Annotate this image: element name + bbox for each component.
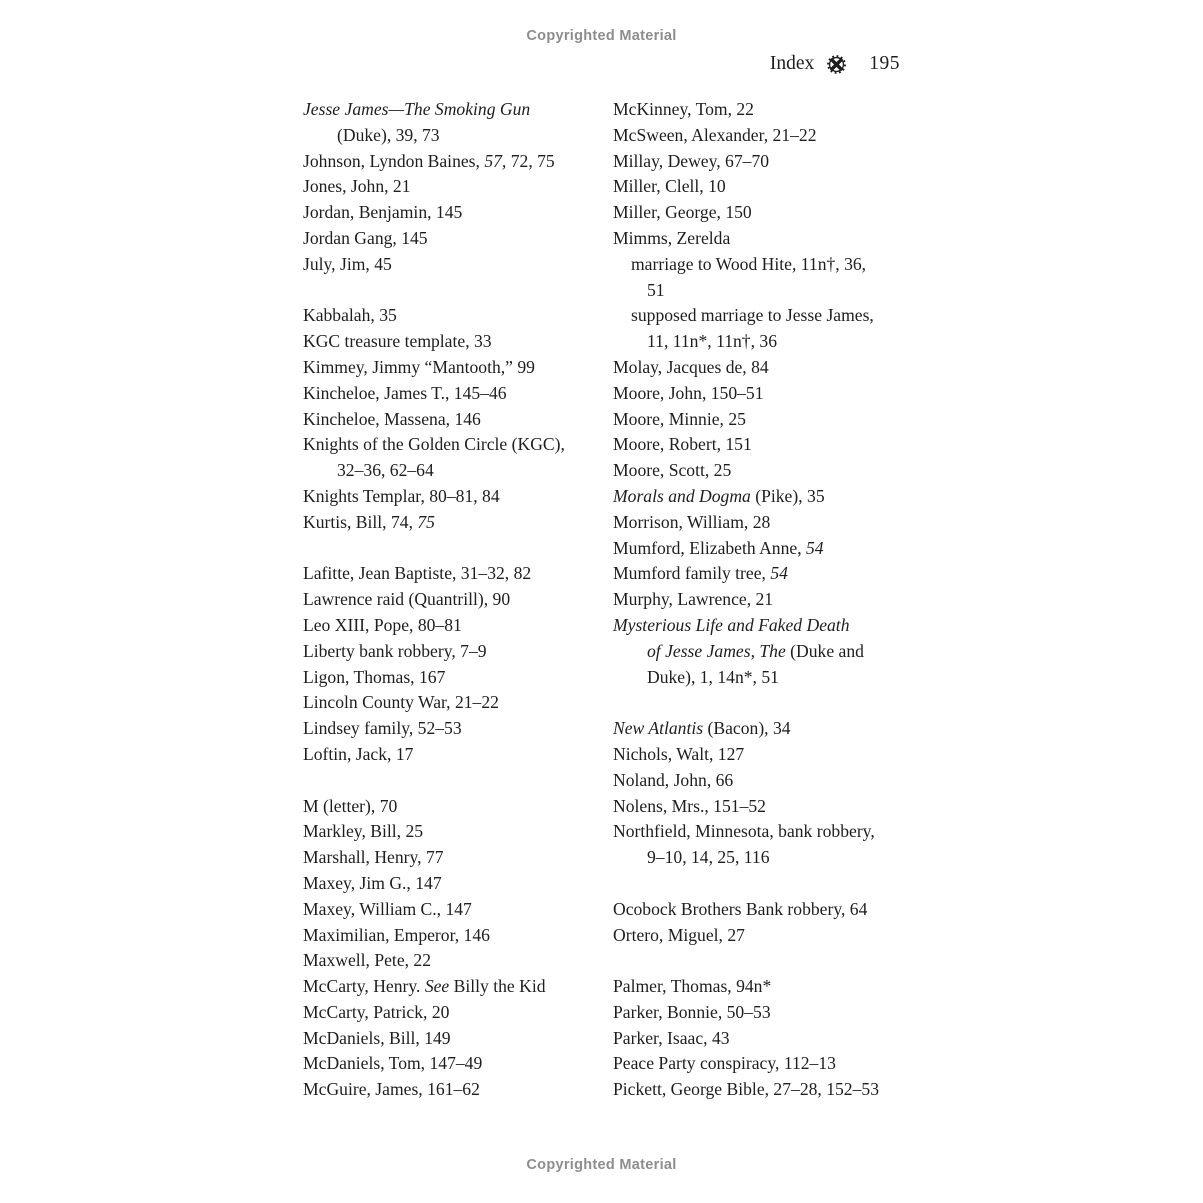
index-entry (303, 794, 613, 820)
index-entry (613, 613, 923, 639)
entry-text: 54 (806, 537, 824, 558)
index-entry (303, 1077, 613, 1103)
entry-text: Noland, John, 66 (613, 769, 734, 790)
entry-text: Nolens, Mrs., 151–52 (613, 795, 766, 816)
entry-text: Peace Party conspiracy, 112–13 (613, 1053, 836, 1074)
entry-text: 54 (770, 563, 788, 584)
entry-text: Jesse James—The Smoking Gun (303, 99, 531, 119)
index-entry (613, 845, 923, 871)
entry-text: 72, 75 (506, 150, 555, 171)
index-entry (613, 742, 923, 768)
index-entry (613, 1026, 923, 1052)
entry-text: Morals and Dogma (613, 485, 751, 506)
entry-text: Jones, John, 21 (303, 176, 411, 197)
index-entry (613, 149, 923, 175)
index-entry (613, 819, 923, 845)
entry-text: McGuire, James, 161–62 (303, 1079, 480, 1100)
index-entry (303, 690, 613, 716)
section-gap (613, 690, 923, 716)
entry-text: McSween, Alexander, 21–22 (613, 124, 817, 145)
entry-text: McDaniels, Bill, 149 (303, 1027, 451, 1048)
entry-text: Ligon, Thomas, 167 (303, 666, 446, 687)
entry-text: Mimms, Zerelda (613, 227, 731, 248)
running-head (770, 53, 900, 75)
entry-text: (Pike), 35 (750, 485, 825, 506)
index-entry (303, 897, 613, 923)
entry-text: Mumford family tree, (613, 563, 771, 584)
entry-text: Kimmey, Jimmy “Mantooth,” 99 (303, 356, 535, 377)
entry-text: Kincheloe, Massena, 146 (303, 408, 481, 429)
entry-text: 9–10, 14, 25, 116 (647, 847, 770, 868)
index-entry (613, 794, 923, 820)
index-entry (613, 200, 923, 226)
index-column-left (303, 97, 613, 1103)
entry-text: Kincheloe, James T., 145–46 (303, 382, 507, 403)
index-entry (303, 742, 613, 768)
index-entry (303, 639, 613, 665)
copyright-notice-bottom: Copyrighted Material (526, 1157, 677, 1173)
index-entry (613, 432, 923, 458)
page-title: Index (769, 53, 815, 74)
index-entry (613, 561, 923, 587)
entry-text: Knights Templar, 80–81, 84 (303, 485, 500, 506)
index-entry (613, 407, 923, 433)
copyright-notice-top: Copyrighted Material (526, 28, 677, 44)
entry-text: Lindsey family, 52–53 (303, 718, 462, 739)
index-entry (613, 1000, 923, 1026)
entry-text: New Atlantis (613, 718, 704, 739)
entry-text: 51 (647, 279, 665, 300)
entry-text: Maxwell, Pete, 22 (303, 950, 432, 971)
entry-text: Kurtis, Bill, 74, (303, 511, 418, 532)
index-entry (613, 587, 923, 613)
entry-text: Lafitte, Jean Baptiste, 31–32, 82 (303, 563, 532, 584)
entry-text: Mysterious Life and Faked Death (613, 614, 850, 635)
index-entry (613, 974, 923, 1000)
entry-text: M (letter), 70 (303, 795, 398, 816)
index-entry (303, 407, 613, 433)
index-entry (303, 665, 613, 691)
index-entry (613, 923, 923, 949)
index-entry (303, 355, 613, 381)
index-entry (303, 716, 613, 742)
index-entry (613, 716, 923, 742)
section-gap (613, 871, 923, 897)
entry-text: Murphy, Lawrence, 21 (613, 589, 774, 610)
index-entry (303, 1000, 613, 1026)
entry-text: Ortero, Miguel, 27 (613, 924, 745, 945)
entry-text: See (424, 976, 450, 997)
entry-text: Northfield, Minnesota, bank robbery, (613, 821, 875, 842)
entry-text: (Bacon), 34 (703, 718, 791, 739)
entry-text: supposed marriage to Jesse James, (631, 305, 874, 326)
index-entry (303, 174, 613, 200)
entry-text: Moore, John, 150–51 (613, 382, 764, 403)
section-gap (303, 536, 613, 562)
index-entry (303, 123, 613, 149)
section-gap (303, 768, 613, 794)
entry-text: KGC treasure template, 33 (303, 331, 492, 352)
entry-text: Marshall, Henry, 77 (303, 847, 444, 868)
index-entry (303, 484, 613, 510)
entry-text: Maxey, William C., 147 (303, 898, 472, 919)
index-entry (303, 845, 613, 871)
entry-text: Molay, Jacques de, 84 (613, 356, 769, 377)
entry-text: Pickett, George Bible, 27–28, 152–53 (613, 1079, 879, 1100)
index-entry (303, 432, 613, 458)
index-entry (303, 329, 613, 355)
index-entry (303, 252, 613, 278)
entry-text: July, Jim, 45 (303, 253, 392, 274)
entry-text: McCarty, Patrick, 20 (303, 1001, 450, 1022)
entry-text: Maximilian, Emperor, 146 (303, 924, 490, 945)
entry-text: Miller, George, 150 (613, 202, 752, 223)
entry-text: marriage to Wood Hite, 11n†, 36, (631, 253, 867, 274)
index-entry (613, 639, 923, 665)
index-entry (303, 97, 613, 123)
index-entry (303, 613, 613, 639)
entry-text: Lawrence raid (Quantrill), 90 (303, 589, 511, 610)
index-entry (303, 510, 613, 536)
entry-text: Duke), 1, 14n*, 51 (647, 666, 779, 687)
entry-text: of Jesse James, The (647, 640, 786, 661)
index-entry (303, 561, 613, 587)
entry-text: Palmer, Thomas, 94n* (613, 976, 772, 997)
index-entry (613, 381, 923, 407)
entry-text: Jordan, Benjamin, 145 (303, 202, 463, 223)
index-entry (303, 871, 613, 897)
rosette-gear-ornament-icon (826, 54, 847, 75)
entry-text: Knights of the Golden Circle (KGC), (303, 434, 565, 455)
entry-text: Parker, Bonnie, 50–53 (613, 1001, 771, 1022)
index-entry (613, 484, 923, 510)
index-entry (303, 1026, 613, 1052)
entry-text: Leo XIII, Pope, 80–81 (303, 614, 462, 635)
entry-text: McCarty, Henry. (303, 976, 425, 997)
entry-text: Ocobock Brothers Bank robbery, 64 (613, 898, 868, 919)
index-entry (613, 252, 923, 278)
page-number: 195 (869, 53, 900, 74)
index-entry (303, 819, 613, 845)
index-entry (303, 458, 613, 484)
entry-text: McKinney, Tom, 22 (613, 99, 754, 119)
index-body (303, 97, 923, 1103)
section-gap (303, 278, 613, 304)
index-entry (613, 536, 923, 562)
entry-text: 75 (417, 511, 435, 532)
index-entry (613, 226, 923, 252)
entry-text: 32–36, 62–64 (337, 460, 434, 481)
index-entry (303, 974, 613, 1000)
entry-text: (Duke), 39, 73 (337, 124, 440, 145)
entry-text: Jordan Gang, 145 (303, 227, 428, 248)
entry-text: Mumford, Elizabeth Anne, (613, 537, 806, 558)
index-entry (303, 381, 613, 407)
index-entry (613, 278, 923, 304)
entry-text: (Duke and (785, 640, 864, 661)
entry-text: Moore, Minnie, 25 (613, 408, 746, 429)
index-entry (303, 923, 613, 949)
index-entry (303, 200, 613, 226)
index-entry (613, 897, 923, 923)
index-entry (613, 768, 923, 794)
index-entry (613, 510, 923, 536)
index-entry (303, 149, 613, 175)
entry-text: Markley, Bill, 25 (303, 821, 424, 842)
index-entry (613, 303, 923, 329)
index-column-right (613, 97, 923, 1103)
index-entry (613, 174, 923, 200)
entry-text: 57, (484, 150, 507, 171)
index-entry (613, 665, 923, 691)
entry-text: Kabbalah, 35 (303, 305, 397, 326)
index-entry (303, 226, 613, 252)
entry-text: Parker, Isaac, 43 (613, 1027, 730, 1048)
entry-text: Moore, Scott, 25 (613, 460, 732, 481)
entry-text: Millay, Dewey, 67–70 (613, 150, 770, 171)
entry-text: Moore, Robert, 151 (613, 434, 752, 455)
entry-text: Lincoln County War, 21–22 (303, 692, 499, 713)
entry-text: Johnson, Lyndon Baines, (303, 150, 485, 171)
entry-text: Nichols, Walt, 127 (613, 743, 745, 764)
index-entry (613, 123, 923, 149)
entry-text: 11, 11n*, 11n†, 36 (647, 331, 777, 352)
index-entry (303, 1051, 613, 1077)
index-entry (613, 1077, 923, 1103)
section-gap (613, 948, 923, 974)
index-entry (303, 948, 613, 974)
entry-text: Miller, Clell, 10 (613, 176, 726, 197)
index-entry (613, 355, 923, 381)
index-entry (613, 329, 923, 355)
index-entry (613, 458, 923, 484)
entry-text: Maxey, Jim G., 147 (303, 872, 442, 893)
entry-text: McDaniels, Tom, 147–49 (303, 1053, 483, 1074)
index-entry (303, 303, 613, 329)
entry-text: Billy the Kid (449, 976, 546, 997)
entry-text: Loftin, Jack, 17 (303, 743, 414, 764)
entry-text: Liberty bank robbery, 7–9 (303, 640, 487, 661)
index-entry (613, 97, 923, 123)
entry-text: Morrison, William, 28 (613, 511, 771, 532)
index-entry (303, 587, 613, 613)
index-entry (613, 1051, 923, 1077)
